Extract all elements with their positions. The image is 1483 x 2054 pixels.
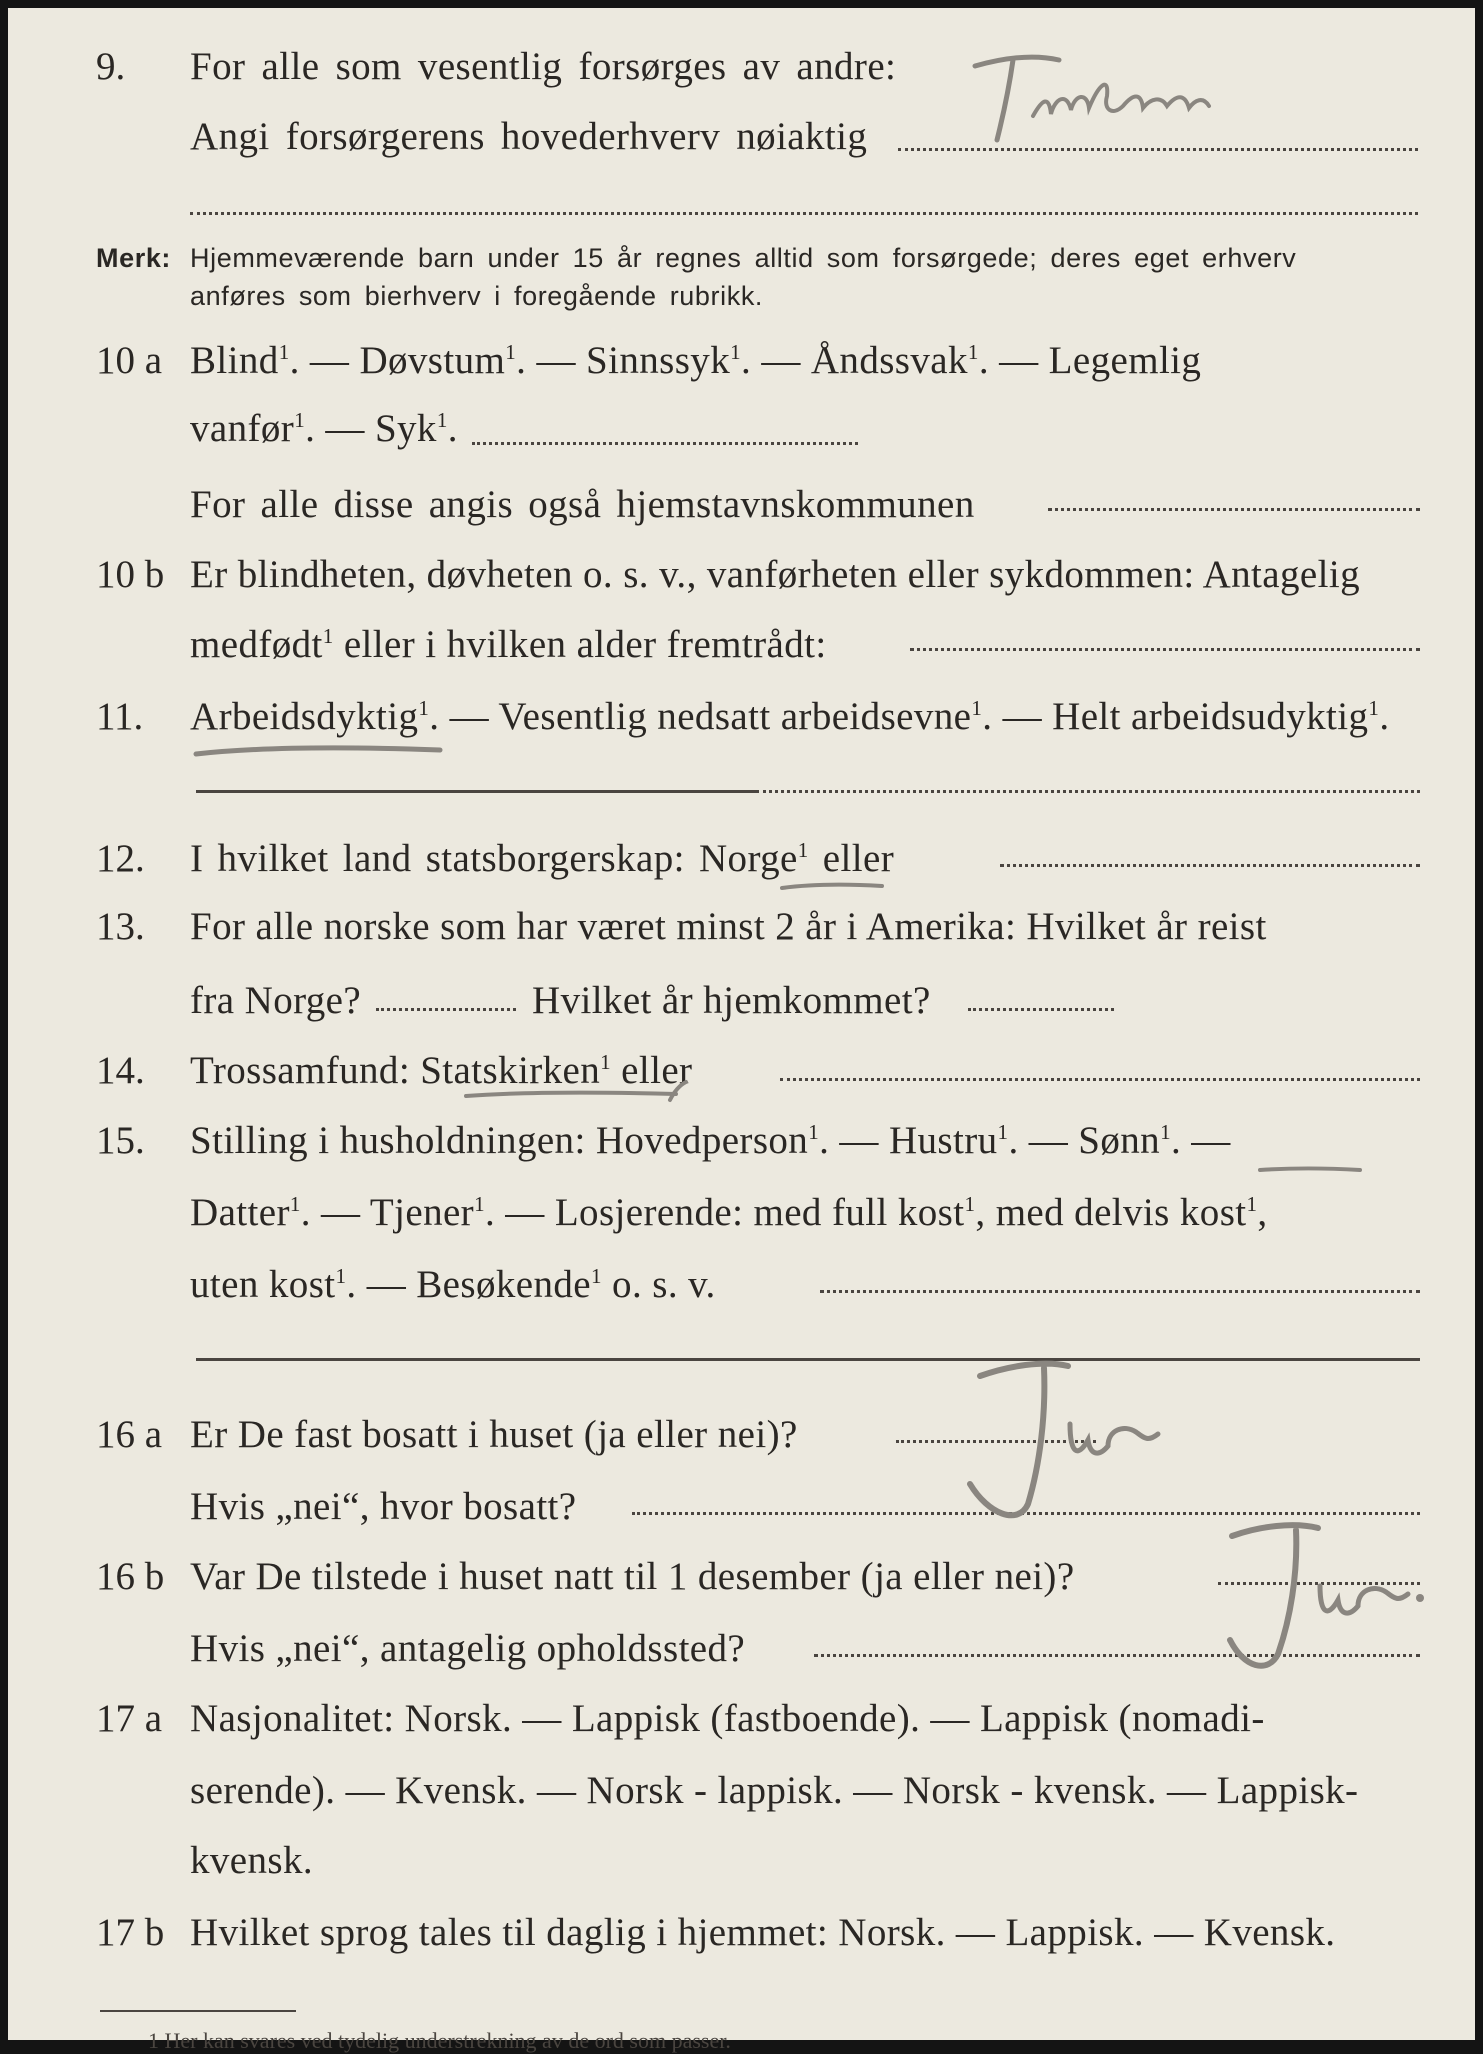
q13-reist-line[interactable]	[376, 1008, 516, 1011]
q13-line2a: fra Norge?	[190, 979, 362, 1022]
q11-underline-mark	[190, 734, 450, 764]
q16b-line1: Var De tilstede i huset natt til 1 desember (ja eller nei)?	[190, 1555, 1075, 1598]
q17b-line1: Hvilket sprog tales til daglig i hjemmet: Norsk. — Lappisk. — Kvensk.	[190, 1911, 1336, 1954]
q17a-line1: Nasjonalitet: Norsk. — Lappisk (fastboende). — Lappisk (nomadi-	[190, 1697, 1265, 1740]
q11-line1: Arbeidsdyktig$^1$. — Vesentlig nedsatt arbeidsevne$^1$. — Helt arbeidsudyktig$^1$.	[190, 695, 1390, 738]
merk-label: Merk:	[96, 243, 172, 273]
q14-underline-mark	[460, 1080, 700, 1110]
q13-line2b: Hvilket år hjemkommet?	[532, 979, 931, 1022]
q11-rule-left	[196, 790, 756, 793]
q16a-line1: Er De fast bosatt i huset (ja eller nei)?	[190, 1413, 798, 1456]
q15-line1: Stilling i husholdningen: Hovedperson$^1$. — Hustru$^1$. — Sønn$^1$. —	[190, 1119, 1231, 1162]
q10a-line2: vanfør$^1$. — Syk$^1$.	[190, 407, 458, 450]
q10b-line1: Er blindheten, døvheten o. s. v., vanførheten eller sykdommen: Antagelig	[190, 553, 1360, 596]
q17a-number: 17 a	[96, 1697, 163, 1740]
q10a-number: 10 a	[96, 339, 163, 382]
merk-line1: Hjemmeværende barn under 15 år regnes alltid som forsørgede; deres eget erhverv	[190, 243, 1297, 273]
q12-number: 12.	[96, 837, 145, 880]
q10a-hjemstavn-line[interactable]	[1048, 508, 1420, 511]
q14-answer-line[interactable]	[780, 1078, 1420, 1081]
q12-underline-mark	[778, 874, 888, 898]
q9-answer-line[interactable]	[898, 148, 1418, 151]
q10a-answer-line[interactable]	[472, 442, 858, 445]
q16a-handwritten-answer	[948, 1354, 1188, 1534]
census-form-page	[8, 8, 1475, 2053]
q13-line1: For alle norske som har været minst 2 år i Amerika: Hvilket år reist	[190, 905, 1267, 948]
q16a-line2: Hvis „nei“, hvor bosatt?	[190, 1485, 577, 1528]
q15-rule	[196, 1358, 1420, 1361]
q16a-answer-text: Ja	[948, 1354, 949, 1355]
q11-rule-right[interactable]	[756, 790, 1420, 793]
q17a-line3: kvensk.	[190, 1839, 314, 1882]
q15-line3: uten kost$^1$. — Besøkende$^1$ o. s. v.	[190, 1263, 716, 1306]
merk-line2: anføres som bierhverv i foregående rubrikk.	[190, 281, 764, 311]
q15-number: 15.	[96, 1119, 145, 1162]
q9-answer-text: Fiskeri	[963, 36, 966, 37]
q13-hjemkommet-line[interactable]	[968, 1008, 1114, 1011]
q16b-answer-text: Ja.	[1204, 1514, 1206, 1515]
q16b-handwritten-answer	[1204, 1514, 1434, 1684]
q9-number: 9.	[96, 45, 126, 88]
q9-line2: Angi forsørgerens hovederhverv nøiaktig	[190, 115, 868, 158]
q15-line2: Datter$^1$. — Tjener$^1$. — Losjerende: med full kost$^1$, med delvis kost$^1$,	[190, 1191, 1268, 1234]
q10b-number: 10 b	[96, 553, 165, 596]
q10b-line2: medfødt$^1$ eller i hvilken alder fremtrådt:	[190, 623, 827, 666]
q9-line1: For alle som vesentlig forsørges av andre:	[190, 45, 897, 88]
footnote-rule	[100, 2010, 296, 2012]
q12-line1: I hvilket land statsborgerskap: Norge$^1$ eller	[190, 837, 895, 880]
q15-underline-mark	[1256, 1158, 1366, 1182]
q10b-answer-line[interactable]	[910, 648, 1420, 651]
q17a-line2: serende). — Kvensk. — Norsk - lappisk. — Norsk - kvensk. — Lappisk-	[190, 1769, 1359, 1812]
q17b-number: 17 b	[96, 1911, 165, 1954]
q10a-line3: For alle disse angis også hjemstavnskommunen	[190, 483, 975, 526]
q12-answer-line[interactable]	[1000, 864, 1420, 867]
q10a-line1: Blind$^1$. — Døvstum$^1$. — Sinnssyk$^1$. — Åndssvak$^1$. — Legemlig	[190, 339, 1202, 382]
q15-answer-line[interactable]	[820, 1290, 1420, 1293]
q9-handwritten-answer	[963, 36, 1253, 146]
q9-extra-line[interactable]	[190, 212, 1418, 215]
q16a-number: 16 a	[96, 1413, 163, 1456]
footnote-text: 1 Her kan svares ved tydelig understrekning av de ord som passer.	[148, 2028, 731, 2053]
q11-number: 11.	[96, 695, 144, 738]
q14-line1: Trossamfund: Statskirken$^1$ eller	[190, 1049, 693, 1092]
q14-number: 14.	[96, 1049, 145, 1092]
q16b-number: 16 b	[96, 1555, 165, 1598]
q13-number: 13.	[96, 905, 145, 948]
q16b-line2: Hvis „nei“, antagelig opholdssted?	[190, 1627, 746, 1670]
